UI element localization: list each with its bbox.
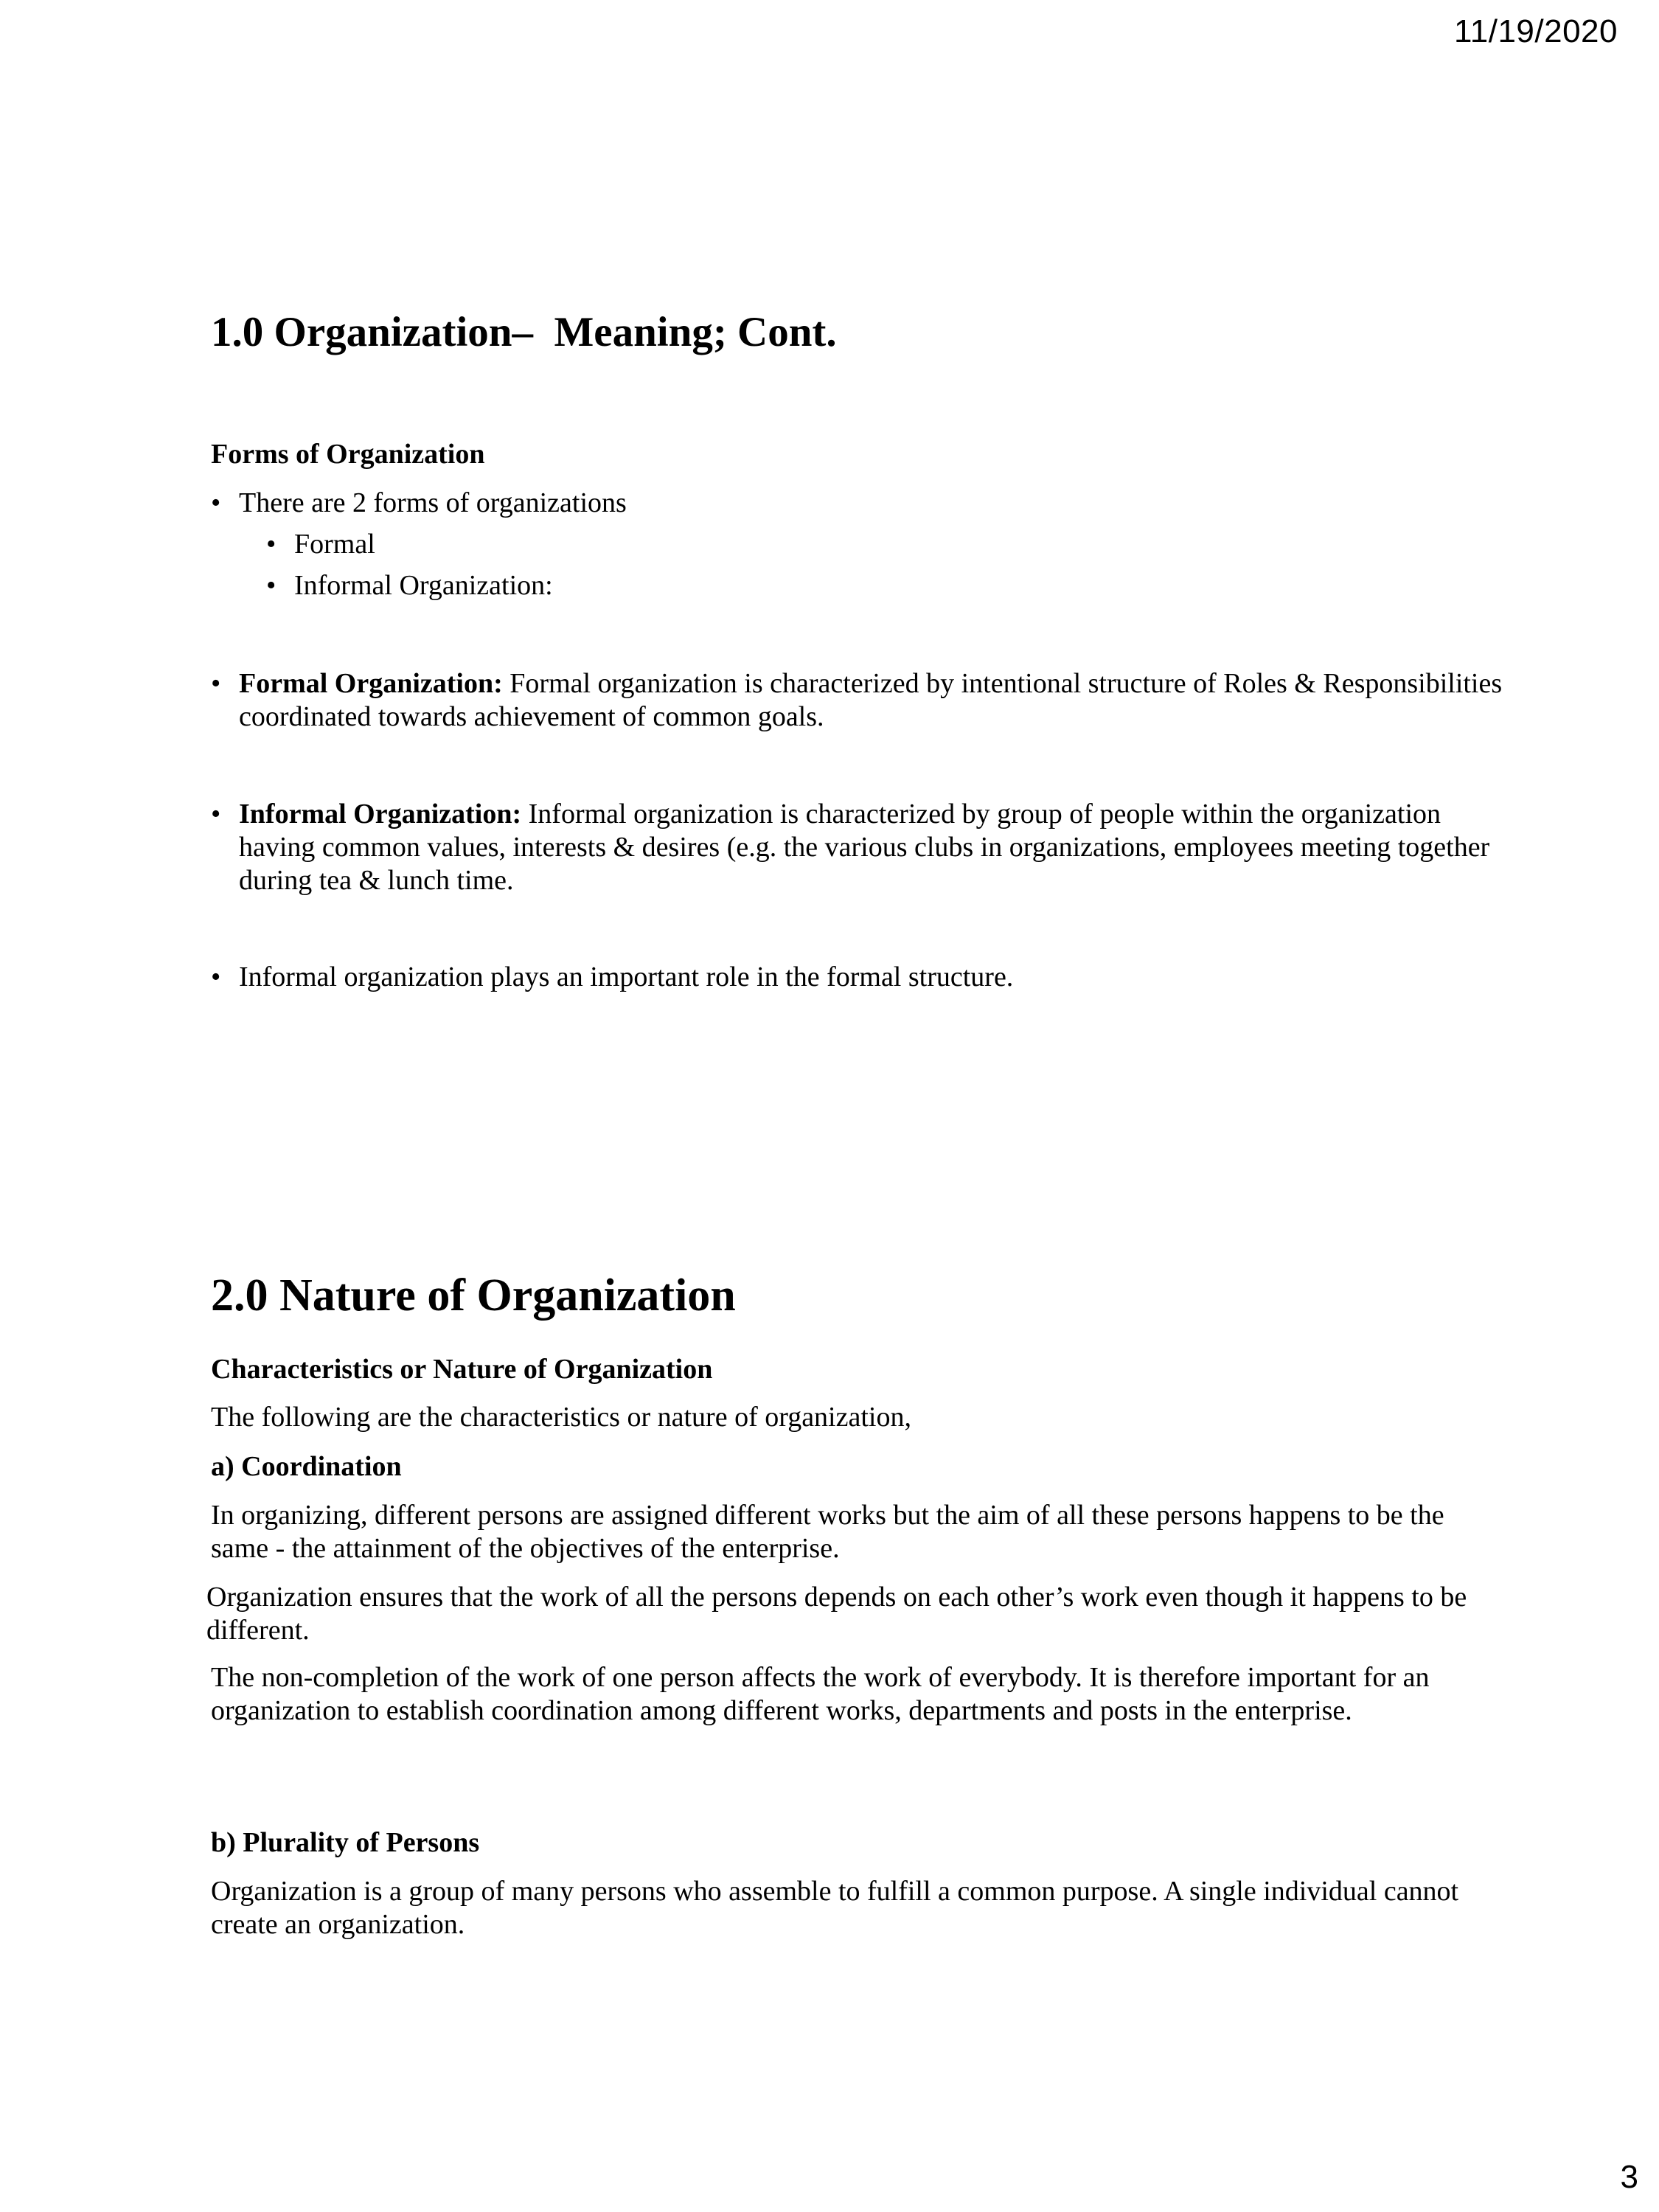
sub-bullet-formal	[266, 528, 1509, 561]
bullet-item	[211, 798, 1509, 897]
bullet-item	[211, 667, 1509, 734]
bullet-item	[211, 487, 1509, 520]
forms-of-organization-heading: Forms of Organization	[211, 439, 485, 470]
informal-text: Informal organization is characterized by group of people within the organization having common values, interests & desires (e.g. the various clubs in organizations, employees meeting together during tea & lunch time.	[239, 799, 1490, 896]
forms-list	[211, 487, 1509, 602]
page-number: 3	[1620, 2159, 1638, 2195]
bullet-text: There are 2 forms of organizations	[239, 487, 627, 518]
formal-text: Formal organization is characterized by intentional structure of Roles & Responsibilities coordinated towards achievement of common goals.	[239, 668, 1503, 732]
informal-label: Informal Organization:	[239, 799, 522, 830]
formal-label: Formal Organization:	[239, 668, 503, 699]
informal-organization-bullet	[211, 798, 1509, 897]
plurality-heading: b) Plurality of Persons	[211, 1827, 480, 1858]
coordination-paragraph-3: The non-completion of the work of one person affects the work of everybody. It is therefore important for an organization to establish coordination among different works, departments and posts in the enterprise.	[211, 1662, 1430, 1726]
coordination-paragraph-1: In organizing, different persons are assigned different works but the aim of all these persons happens to be the same - the attainment of the objectives of the enterprise.	[211, 1500, 1444, 1564]
characteristics-heading: Characteristics or Nature of Organization	[211, 1354, 713, 1385]
bullet-text: Informal organization plays an important role in the formal structure.	[239, 961, 1014, 992]
plurality-paragraph: Organization is a group of many persons who assemble to fulfill a common purpose. A single individual cannot create an organization.	[211, 1876, 1459, 1940]
bullet-text: Formal	[294, 529, 375, 560]
informal-role-bullet	[211, 961, 1509, 994]
bullet-item	[211, 961, 1509, 994]
formal-organization-bullet	[211, 667, 1509, 734]
coordination-paragraph-2: Organization ensures that the work of all the persons depends on each other’s work even though it happens to be different.	[206, 1582, 1467, 1646]
bullet-text: Informal Organization:	[294, 570, 553, 601]
characteristics-intro: The following are the characteristics or nature of organization,	[211, 1402, 911, 1433]
slide2-title: 2.0 Nature of Organization	[211, 1270, 736, 1321]
slide1-title: 1.0 Organization– Meaning; Cont.	[211, 309, 837, 355]
coordination-heading: a) Coordination	[211, 1451, 402, 1482]
sub-bullet-informal	[266, 569, 1509, 602]
page-date: 11/19/2020	[1454, 13, 1618, 49]
